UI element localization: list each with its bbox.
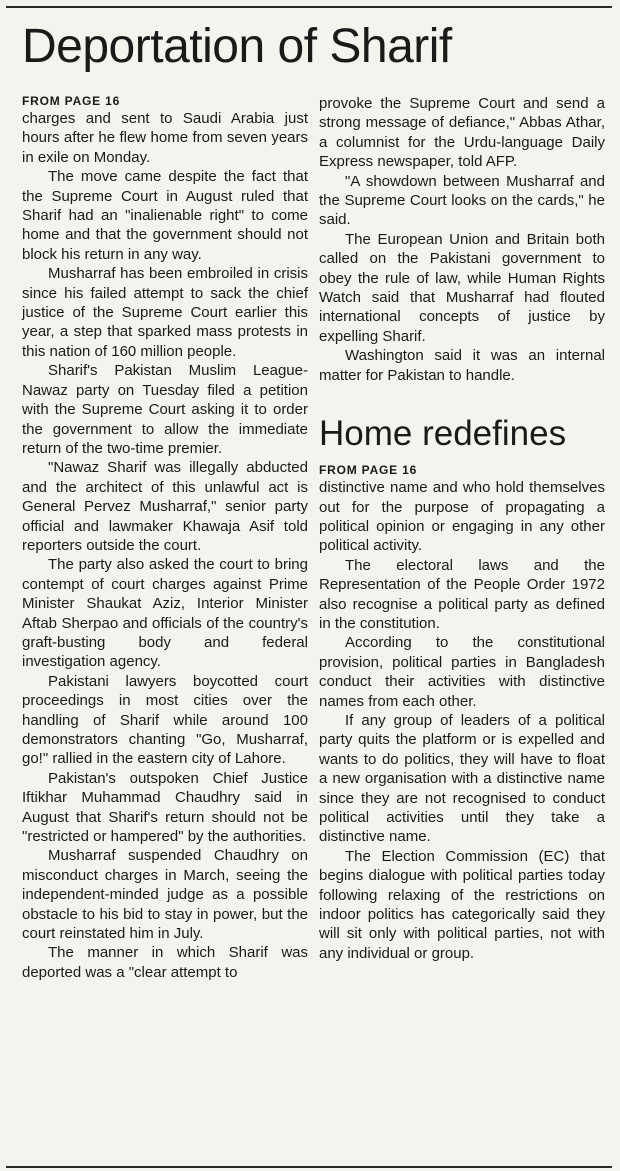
article1-paragraph: "Nawaz Sharif was illegally abducted and the architect of this unlawful act is General Pervez Musharraf," senior party official and lawmaker Khawaja Asif told reporters outside the court.	[22, 459, 308, 554]
article1-paragraph: Musharraf suspended Chaudhry on misconduct charges in March, seeing the independent-minded judge as a possible obstacle to his bid to stay in power, but the court reinstated him in July.	[22, 847, 308, 943]
article2-dateline: FROM PAGE 16	[319, 463, 418, 478]
article1-column-left	[22, 94, 308, 982]
article1-dateline: FROM PAGE 16	[22, 94, 121, 108]
headline-home-redefines: Home redefines	[319, 414, 567, 454]
headline-deportation: Deportation of Sharif	[22, 20, 452, 73]
article1-paragraph: The party also asked the court to bring contempt of court charges against Prime Minister Shaukat Aziz, Interior Minister Aftab Sherpao and officials of the country's graft-busting body and federal investigation agency.	[22, 556, 308, 671]
article2-paragraph: According to the constitutional provision, political parties in Bangladesh conduct their activities with distinctive names from each other.	[319, 634, 605, 710]
article1-paragraph: Sharif's Pakistan Muslim League-Nawaz party on Tuesday filed a petition with the Supreme Court asking it to order the government to allow the immediate return of the two-time premier.	[22, 362, 308, 457]
article1-paragraph: Musharraf has been embroiled in crisis since his failed attempt to sack the chief justice of the Supreme Court earlier this year, a step that sparked mass protests in this nation of 160 million people.	[22, 265, 308, 360]
article1-paragraph: Washington said it was an internal matter for Pakistan to handle.	[319, 347, 605, 384]
article1-paragraph: "A showdown between Musharraf and the Supreme Court looks on the cards," he said.	[319, 172, 605, 229]
article1-paragraph: provoke the Supreme Court and send a strong message of defiance," Abbas Athar, a columnist for the Urdu-language Daily Express newspaper, told AFP.	[319, 95, 605, 171]
article1-paragraph: The European Union and Britain both called on the Pakistani government to obey the rule of law, while Human Rights Watch said that Musharraf had flouted international concepts of justice by expelling Sharif.	[319, 230, 605, 345]
page-bottom-rule	[6, 1166, 612, 1168]
article2-paragraph: distinctive name and who hold themselves out for the purpose of propagating a political opinion or engaging in any other political activity.	[319, 479, 605, 555]
article2-paragraph: The electoral laws and the Representation of the People Order 1972 also recognise a political party as defined in the constitution.	[319, 556, 605, 632]
article1-paragraph: The move came despite the fact that the Supreme Court in August ruled that Sharif had an "inalienable right" to come home and that the government should not block his return in any way.	[22, 168, 308, 263]
article1-paragraph: Pakistan's outspoken Chief Justice Iftikhar Muhammad Chaudhry said in August that Sharif's return should not be "restricted or hampered" by the authorities.	[22, 769, 308, 846]
article1-paragraph: Pakistani lawyers boycotted court proceedings in most cities over the handling of Sharif while around 100 demonstrators chanting "Go, Musharraf, go!" rallied in the eastern city of Lahore.	[22, 672, 308, 768]
article1-paragraph: The manner in which Sharif was deported was a "clear attempt to	[22, 944, 308, 981]
article-column-right	[319, 94, 605, 963]
article2-paragraph: If any group of leaders of a political party quits the platform or is expelled and wants to do politics, they will have to float a new organisation with a distinctive name since they are not recognised to conduct political activities until they take a distinctive name.	[319, 711, 605, 846]
article2-paragraph: The Election Commission (EC) that begins dialogue with political parties today following relaxing of the restrictions on indoor politics has categorically said they will sit only with political parties, not with any individual or group.	[319, 847, 605, 962]
article1-paragraph: charges and sent to Saudi Arabia just hours after he flew home from seven years in exile on Monday.	[22, 110, 308, 166]
